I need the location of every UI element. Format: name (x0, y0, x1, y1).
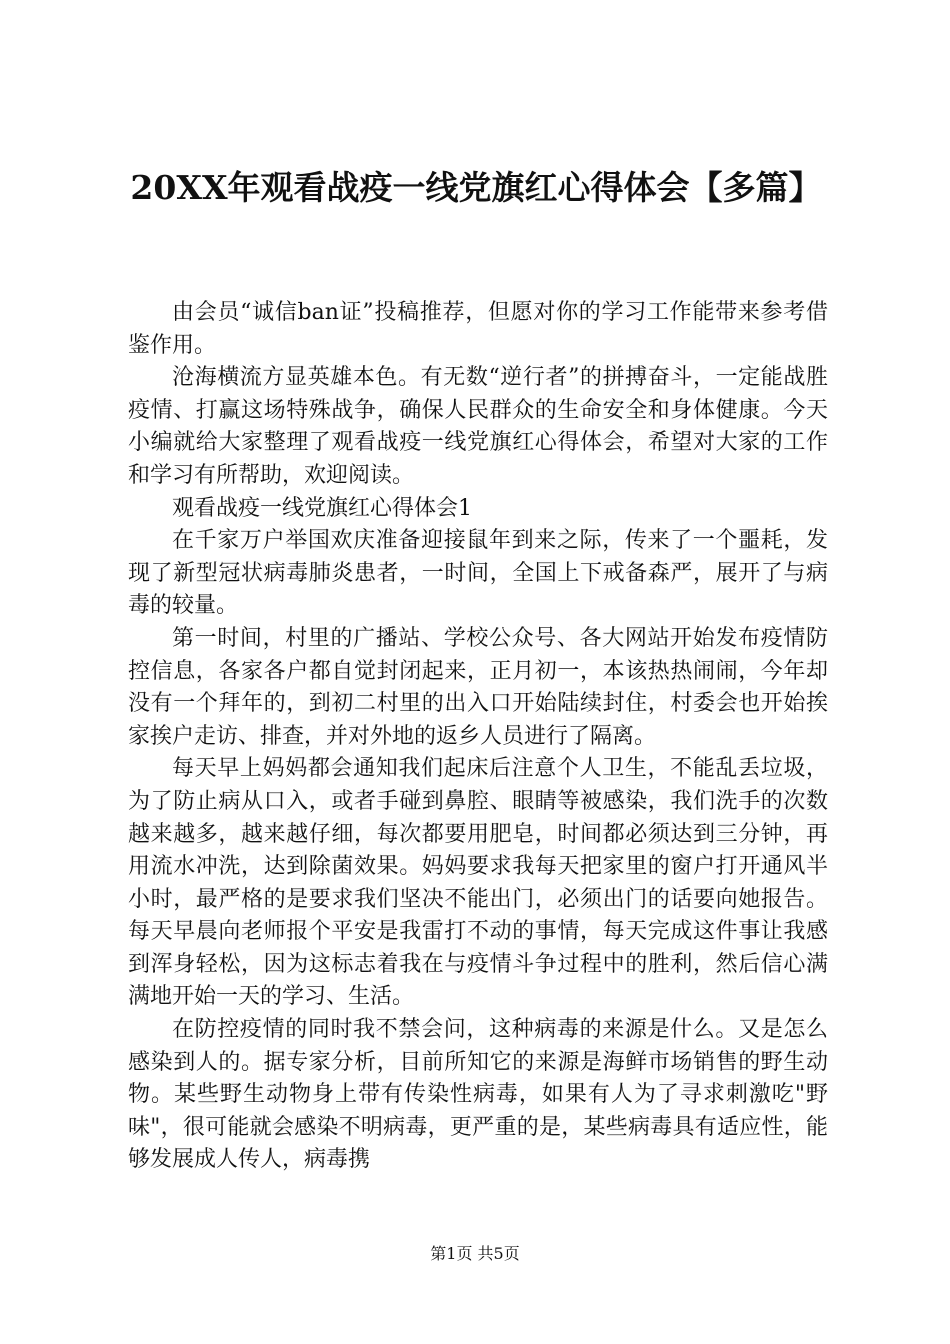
page-footer: 第1页 共5页 (430, 1244, 520, 1263)
paragraph: 沧海横流方显英雄本色。有无数“逆行者”的拼搏奋斗，一定能战胜疫情、打赢这场特殊战争，确保人民群众的生命安全和身体健康。今天小编就给大家整理了观看战疫一线党旗红心得体会，希望对大家的工作和学习有所帮助，欢迎阅读。 (128, 365, 828, 488)
section-heading: 观看战疫一线党旗红心得体会1 (172, 495, 472, 521)
document-title: 20XX年观看战疫一线党旗红心得体会【多篇】 (130, 168, 822, 207)
paragraph: 第一时间，村里的广播站、学校公众号、各大网站开始发布疫情防控信息，各家各户都自觉封闭起来，正月初一，本该热热闹闹，今年却没有一个拜年的，到初二村里的出入口开始陆续封住，村委会也开始挨家挨户走访、排查，并对外地的返乡人员进行了隔离。 (128, 625, 828, 749)
paragraph-intro: 由会员“诚信ban证”投稿推荐，但愿对你的学习工作能带来参考借鉴作用。 (128, 300, 828, 358)
paragraph: 每天早上妈妈都会通知我们起床后注意个人卫生，不能乱丢垃圾，为了防止病从口入，或者手碰到鼻腔、眼睛等被感染，我们洗手的次数越来越多，越来越仔细，每次都要用肥皂，时间都必须达到三分钟，再用流水冲洗，达到除菌效果。妈妈要求我每天把家里的窗户打开通风半小时，最严格的是要求我们坚决不能出门，必须出门的话要向她报告。每天早晨向老师报个平安是我雷打不动的事情，每天完成这件事让我感到浑身轻松，因为这标志着我在与疫情斗争过程中的胜利，然后信心满满地开始一天的学习、生活。 (128, 756, 828, 1010)
paragraph: 在千家万户举国欢庆准备迎接鼠年到来之际，传来了一个噩耗，发现了新型冠状病毒肺炎患者，一时间，全国上下戒备森严，展开了与病毒的较量。 (128, 528, 828, 619)
document-body (128, 297, 828, 1177)
paragraph: 在防控疫情的同时我不禁会问，这种病毒的来源是什么。又是怎么感染到人的。据专家分析，目前所知它的来源是海鲜市场销售的野生动物。某些野生动物身上带有传染性病毒，如果有人为了寻求刺激吃"野味"，很可能就会感染不明病毒，更严重的是，某些病毒具有适应性，能够发展成人传人，病毒携 (128, 1017, 828, 1173)
